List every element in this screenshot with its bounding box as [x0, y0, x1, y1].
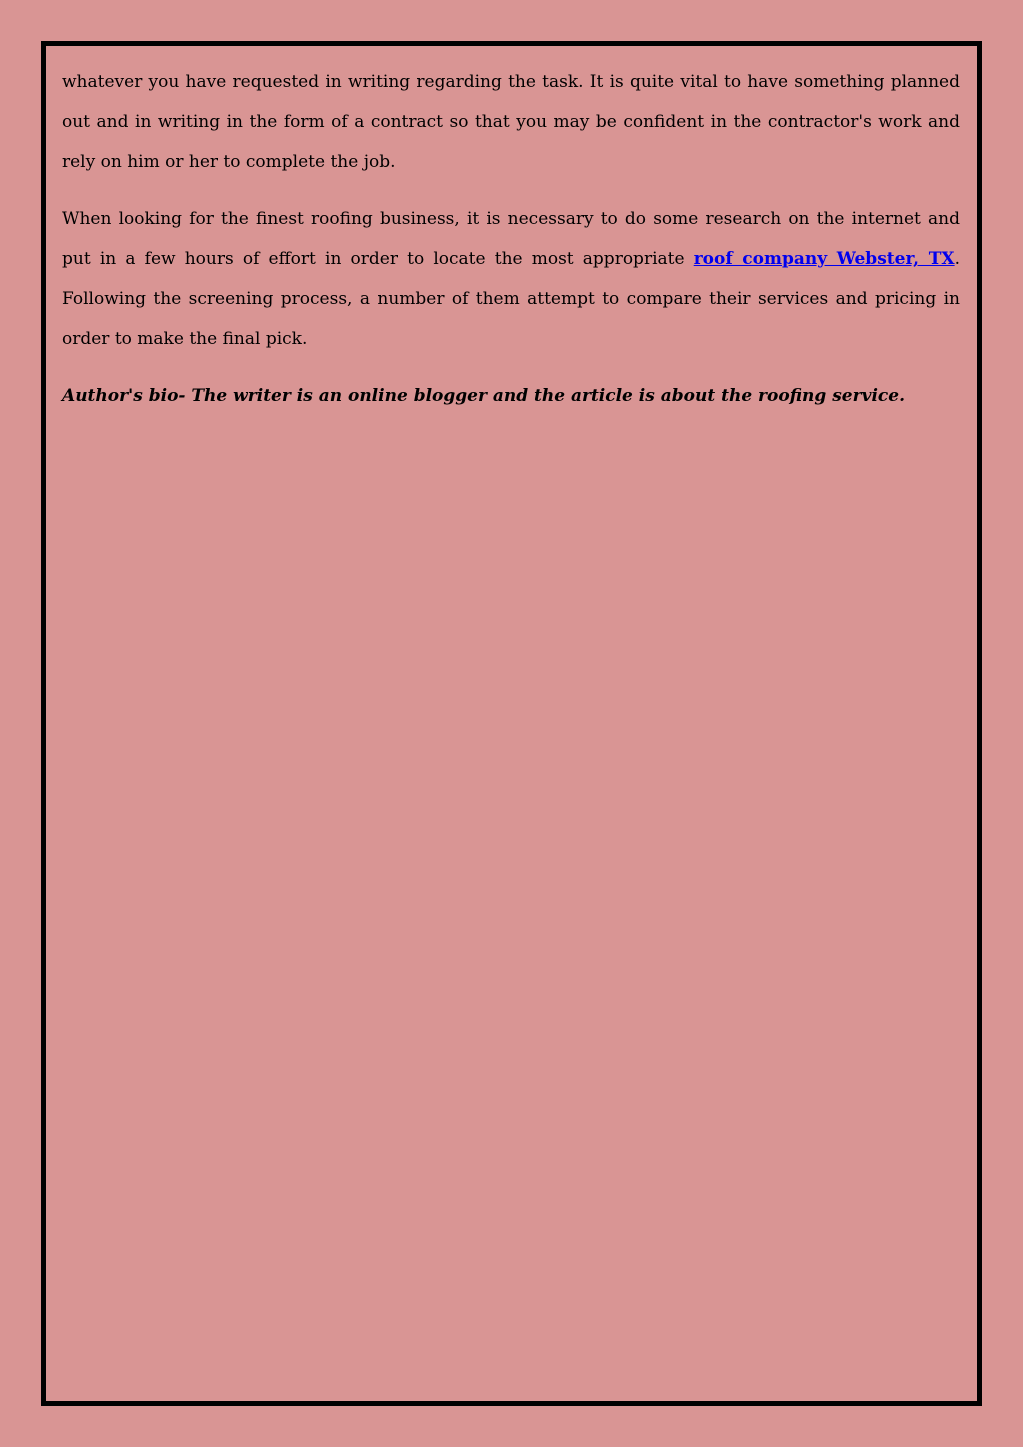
paragraph-roofing-text-start: When looking for the finest roofing business, it is necessary to do some research on the internet and put in a few hours of effort in order to locate the most appropriate: [62, 209, 960, 269]
author-bio: Author's bio- The writer is an online blogger and the article is about the roofing service.: [62, 386, 905, 406]
paragraph-roofing-text-end: . Following the screening process, a number of them attempt to compare their services and pricing in order to make the final pick.: [62, 249, 960, 349]
paragraph-contract: [62, 62, 960, 182]
paragraph-roofing-research: [62, 199, 960, 359]
document-body: [62, 62, 960, 433]
roof-company-link[interactable]: roof company Webster, TX: [693, 249, 955, 269]
paragraph-contract-text: whatever you have requested in writing regarding the task. It is quite vital to have something planned out and in writing in the form of a contract so that you may be confident in the contractor's work and rely on him or her to complete the job.: [62, 72, 960, 172]
